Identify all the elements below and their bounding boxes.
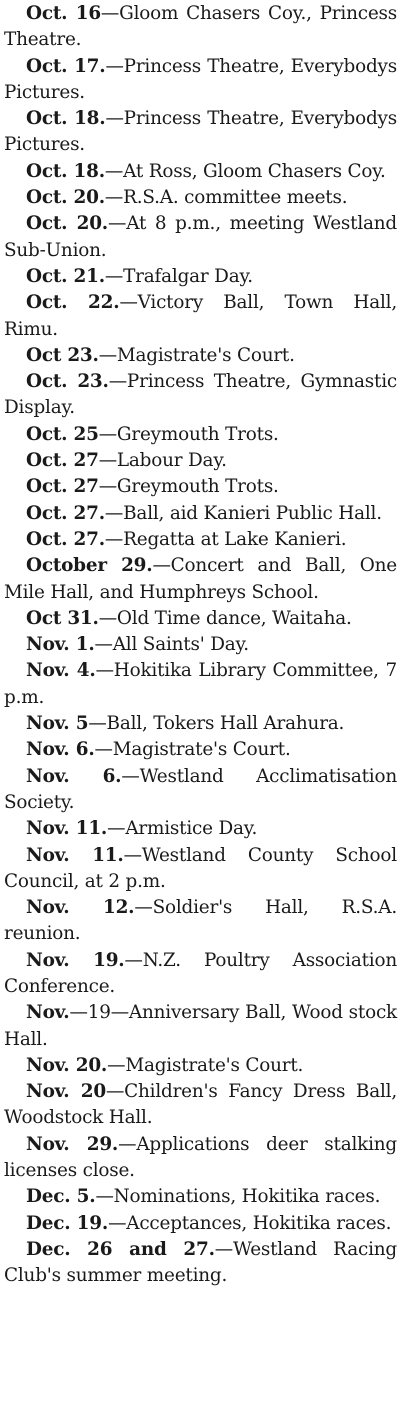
event-entry (4, 658, 397, 711)
event-entry (4, 290, 397, 343)
event-entry (4, 501, 397, 527)
event-entry (4, 1211, 397, 1237)
event-date: Oct. 18. (26, 108, 106, 130)
event-date: Oct. 25 (26, 423, 99, 445)
event-date: Nov. 5 (26, 713, 89, 735)
event-date: Oct. 27. (26, 502, 105, 524)
event-text: —At Ross, Gloom Chasers Coy. (104, 160, 386, 182)
event-date: Dec. 26 and 27. (26, 1238, 215, 1260)
event-date: Oct. 23. (26, 371, 109, 393)
event-text: —R.S.A. committee meets. (104, 187, 348, 209)
event-text: —Concert and Ball, One Mile Hall, and Humphreys School. (4, 555, 397, 603)
event-entry (4, 1053, 397, 1079)
event-entry (4, 159, 397, 185)
event-text: —All Saints' Day. (94, 634, 249, 656)
event-date: Nov. 20 (26, 1081, 106, 1103)
event-entry (4, 1000, 397, 1053)
event-entry (4, 843, 397, 896)
event-entry (4, 474, 397, 500)
event-text: —Westland Acclimatisation Society. (4, 765, 397, 813)
event-entry (4, 816, 397, 842)
event-text: —Labour Day. (98, 450, 227, 472)
event-date: Oct. 22. (26, 292, 120, 314)
event-text: —Westland County School Council, at 2 p.m. (4, 844, 397, 892)
event-text: —Ball, aid Kanieri Public Hall. (104, 502, 382, 524)
event-date: Oct. 21. (26, 265, 105, 287)
event-text: —At 8 p.m., meeting Westland Sub-Union. (4, 213, 397, 261)
event-entry (4, 422, 397, 448)
event-text: —Magistrate's Court. (94, 739, 291, 761)
event-entry (4, 1184, 397, 1210)
event-entry (4, 1, 397, 54)
event-text: —N.Z. Poultry Association Conference. (4, 949, 397, 997)
event-text: —Westland Racing Club's summer meeting. (4, 1238, 397, 1287)
event-entry (4, 764, 397, 817)
event-text: —Trafalgar Day. (104, 265, 253, 287)
event-date: Nov. 19. (26, 949, 125, 971)
event-entry (4, 54, 397, 107)
event-date: October 29. (26, 555, 153, 577)
event-entry (4, 553, 397, 606)
event-date: Nov. 6. (26, 765, 122, 787)
event-entry (4, 711, 397, 737)
event-date: Oct. 20. (26, 187, 105, 209)
event-date: Nov. 4. (26, 660, 96, 682)
event-date: Oct. 16 (26, 3, 101, 24)
event-text: —Princess Theatre, Everybodys Pictures. (4, 55, 397, 103)
event-date: Oct. 17. (26, 55, 106, 77)
event-text: —Ball, Tokers Hall Arahura. (88, 713, 345, 735)
event-text: —Magistrate's Court. (107, 1054, 304, 1076)
event-entry (4, 264, 397, 290)
event-date: Oct. 27. (26, 528, 105, 550)
event-date: Oct 31. (26, 607, 99, 629)
event-date: Dec. 19. (26, 1212, 109, 1234)
event-date: Dec. 5. (26, 1186, 96, 1208)
event-text: —Regatta at Lake Kanieri. (104, 528, 347, 550)
event-text: —Applications deer stalking licenses close. (4, 1133, 397, 1182)
event-entry (4, 948, 397, 1001)
event-entry (4, 632, 397, 658)
event-entry (4, 1079, 397, 1132)
event-date: Nov. 29. (26, 1133, 119, 1155)
event-text: —Gloom Chasers Coy., Princess Theatre. (4, 3, 397, 51)
event-text: —Magistrate's Court. (98, 344, 295, 366)
event-entry (4, 369, 397, 422)
event-date: Nov. 20. (26, 1054, 108, 1076)
event-entry (4, 343, 397, 369)
event-text: —Old Time dance, Waitaha. (98, 607, 352, 629)
event-date: Nov. 6. (26, 739, 95, 761)
event-text: —Armistice Day. (107, 818, 258, 840)
event-entry (4, 448, 397, 474)
event-date: Oct. 18. (26, 160, 105, 182)
event-text: —Children's Fancy Dress Ball, Woodstock Hall. (4, 1081, 397, 1129)
event-date: Oct 23. (26, 344, 99, 366)
event-text: —Acceptances, Hokitika races. (108, 1212, 392, 1234)
event-date: Oct. 20. (26, 213, 108, 235)
event-text: —Soldier's Hall, R.S.A. reunion. (4, 897, 397, 945)
event-date: Nov. 12. (26, 897, 135, 919)
event-entry (4, 106, 397, 159)
event-entry (4, 185, 397, 211)
event-text: —Nominations, Hokitika races. (95, 1186, 381, 1208)
event-entry (4, 895, 397, 948)
event-text: —Victory Ball, Town Hall, Rimu. (4, 292, 397, 340)
event-entry (4, 1132, 397, 1185)
event-date: Oct. 27 (26, 476, 99, 498)
event-date: Nov. 11. (26, 818, 108, 840)
event-date: Nov. 11. (26, 844, 124, 866)
event-date: Nov. (26, 1002, 70, 1024)
event-entry (4, 737, 397, 763)
event-text: —Greymouth Trots. (98, 423, 279, 445)
event-text: —Hokitika Library Committee, 7 p.m. (4, 660, 397, 708)
event-text: —Greymouth Trots. (98, 476, 279, 498)
event-entry (4, 1237, 397, 1290)
event-entry (4, 527, 397, 553)
event-date: Nov. 1. (26, 634, 95, 656)
event-text: —19—Anniversary Ball, Wood stock Hall. (4, 1002, 397, 1050)
event-entry (4, 211, 397, 264)
event-date: Oct. 27 (26, 450, 99, 472)
event-entry (4, 606, 397, 632)
event-text: —Princess Theatre, Everybodys Pictures. (4, 108, 397, 156)
event-text: —Princess Theatre, Gymnastic Display. (4, 371, 397, 419)
